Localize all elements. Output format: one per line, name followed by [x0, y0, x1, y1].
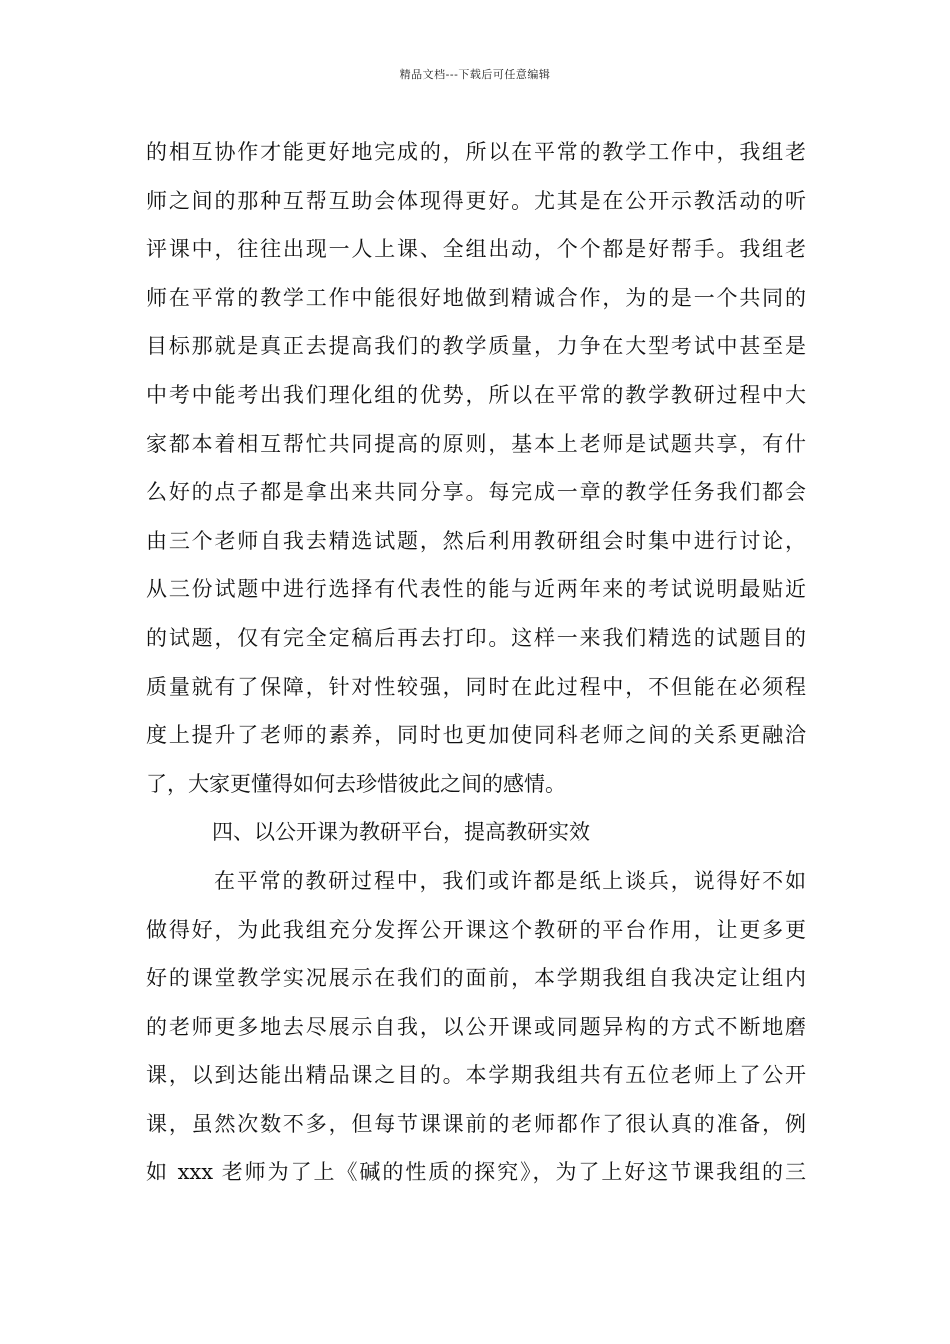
text-line: 由三个老师自我去精选试题，然后利用教研组会时集中进行讨论，: [146, 528, 806, 553]
text-line: 在平常的教研过程中，我们或许都是纸上谈兵，说得好不如: [214, 868, 806, 893]
text-line: 的相互协作才能更好地完成的，所以在平常的教学工作中，我组老: [146, 140, 806, 164]
text-line: 质量就有了保障，针对性较强，同时在此过程中，不但能在必须程: [146, 674, 806, 699]
text-line: 好的课堂教学实况展示在我们的面前，本学期我组自我决定让组内: [146, 966, 806, 991]
text-line: 做得好，为此我组充分发挥公开课这个教研的平台作用，让更多更: [146, 917, 806, 942]
text-line: 课，以到达能出精品课之目的。本学期我组共有五位老师上了公开: [146, 1063, 806, 1088]
text-line: 师在平常的教学工作中能很好地做到精诚合作，为的是一个共同的: [146, 285, 806, 310]
page-header: 精品文档---下载后可任意编辑: [399, 68, 551, 81]
text-line: 如 xxx 老师为了上《碱的性质的探究》，为了上好这节课我组的三: [146, 1160, 806, 1185]
paragraph-open-class: [146, 857, 806, 1197]
text-line: 师之间的那种互帮互助会体现得更好。尤其是在公开示教活动的听: [146, 188, 806, 213]
text-line: 的老师更多地去尽展示自我，以公开课或同题异构的方式不断地磨: [146, 1014, 806, 1039]
text-line: 从三份试题中进行选择有代表性的能与近两年来的考试说明最贴近: [146, 577, 806, 602]
text-line: 评课中，往往出现一人上课、全组出动，个个都是好帮手。我组老: [146, 237, 806, 262]
text-line: 度上提升了老师的素养，同时也更加使同科老师之间的关系更融洽: [146, 723, 806, 748]
section-heading: 四、以公开课为教研平台，提高教研实效: [212, 820, 590, 845]
text-line: 课，虽然次数不多，但每节课课前的老师都作了很认真的准备，例: [146, 1111, 806, 1136]
paragraph-teamwork: [146, 128, 806, 808]
text-line: 了，大家更懂得如何去珍惜彼此之间的感情。: [146, 771, 566, 796]
text-line: 的试题，仅有完全定稿后再去打印。这样一来我们精选的试题目的: [146, 625, 806, 650]
text-line: 么好的点子都是拿出来共同分享。每完成一章的教学任务我们都会: [146, 480, 806, 505]
text-line: 家都本着相互帮忙共同提高的原则，基本上老师是试题共享，有什: [146, 431, 806, 456]
text-line: 目标那就是真正去提高我们的教学质量，力争在大型考试中甚至是: [146, 334, 806, 359]
document-body: [146, 128, 806, 1197]
text-line: 中考中能考出我们理化组的优势，所以在平常的教学教研过程中大: [146, 382, 806, 407]
